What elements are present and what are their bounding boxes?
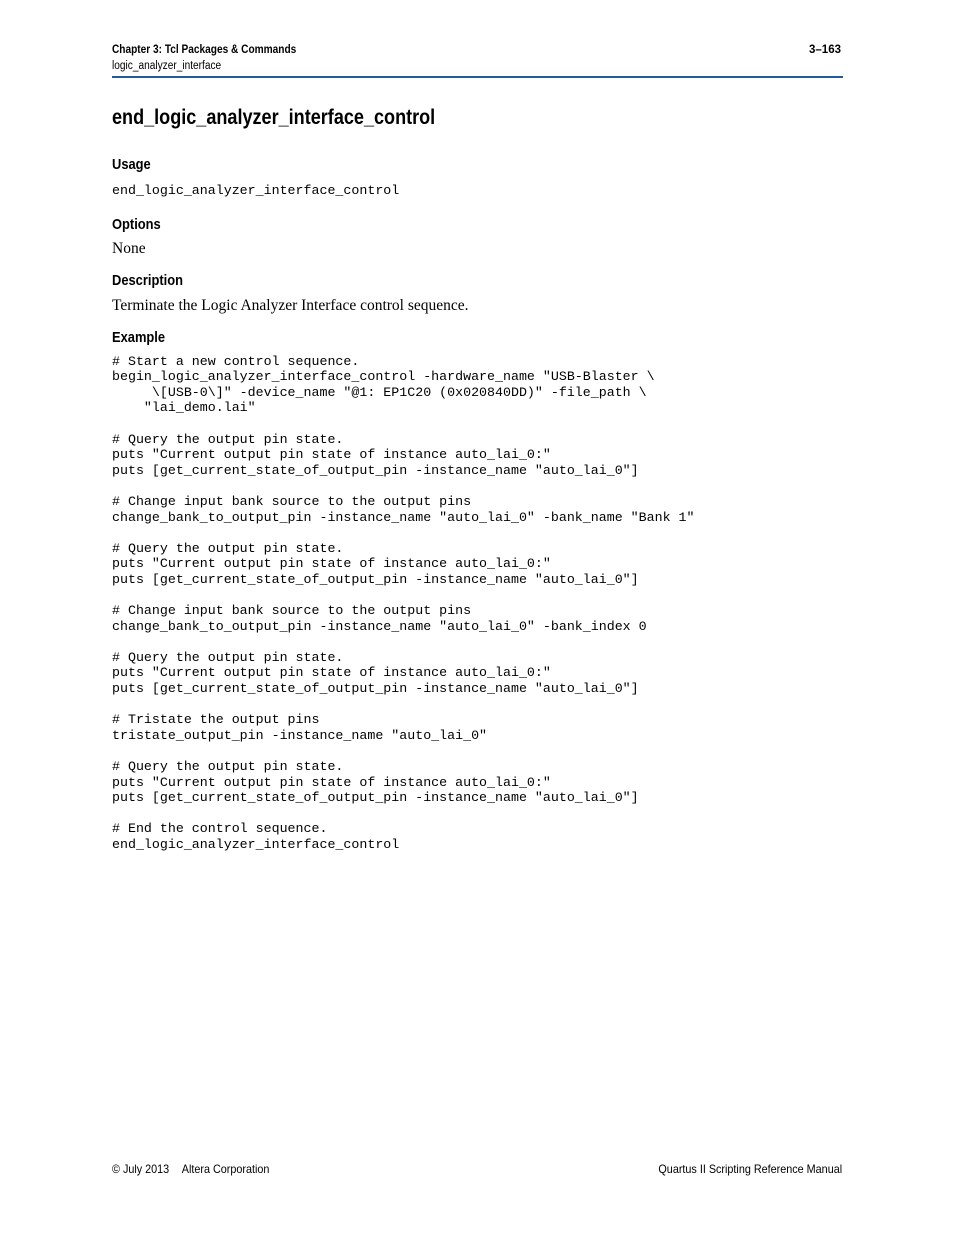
- code-line: puts [get_current_state_of_output_pin -instance_name "auto_lai_0"]: [112, 571, 639, 587]
- header-chapter-title: Chapter 3: Tcl Packages & Commands: [112, 44, 297, 56]
- code-line: change_bank_to_output_pin -instance_name "auto_lai_0" -bank_index 0: [112, 618, 647, 634]
- footer-manual-title: Quartus II Scripting Reference Manual: [658, 1162, 842, 1176]
- code-line: puts "Current output pin state of instance auto_lai_0:": [112, 447, 551, 463]
- header-section-name: logic_analyzer_interface: [112, 60, 222, 72]
- code-line: tristate_output_pin -instance_name "auto_lai_0": [112, 727, 488, 743]
- code-line: # Tristate the output pins: [112, 712, 320, 728]
- usage-heading: Usage: [112, 156, 151, 173]
- usage-code: end_logic_analyzer_interface_control: [112, 183, 400, 198]
- code-line: puts "Current output pin state of instance auto_lai_0:": [112, 556, 551, 572]
- code-line: "lai_demo.lai": [112, 400, 256, 416]
- code-line: # Query the output pin state.: [112, 540, 344, 556]
- description-text: Terminate the Logic Analyzer Interface control sequence.: [112, 296, 469, 314]
- running-header: [112, 43, 321, 73]
- code-line: [112, 478, 843, 494]
- header-divider: [112, 76, 843, 78]
- code-line: change_bank_to_output_pin -instance_name "auto_lai_0" -bank_name "Bank 1": [112, 509, 695, 525]
- code-line: puts [get_current_state_of_output_pin -instance_name "auto_lai_0"]: [112, 790, 639, 806]
- description-heading: Description: [112, 271, 183, 289]
- code-line: puts [get_current_state_of_output_pin -instance_name "auto_lai_0"]: [112, 681, 639, 697]
- options-text: None: [112, 239, 146, 257]
- code-line: [112, 743, 843, 759]
- page-content: [112, 104, 843, 853]
- code-line: # Query the output pin state.: [112, 759, 344, 775]
- example-code-block: [112, 354, 843, 853]
- code-line: # Query the output pin state.: [112, 649, 344, 665]
- code-line: [112, 697, 843, 713]
- code-line: [112, 806, 843, 822]
- command-title: end_logic_analyzer_interface_control: [112, 106, 436, 129]
- footer-date: © July 2013: [112, 1162, 170, 1176]
- code-line: [112, 588, 843, 604]
- code-line: [112, 634, 843, 650]
- code-line: [112, 416, 843, 432]
- code-line: \[USB-0\]" -device_name "@1: EP1C20 (0x020840DD)" -file_path \: [112, 384, 647, 400]
- code-line: puts "Current output pin state of instance auto_lai_0:": [112, 665, 551, 681]
- code-line: puts [get_current_state_of_output_pin -instance_name "auto_lai_0"]: [112, 462, 639, 478]
- code-line: # Change input bank source to the output pins: [112, 493, 472, 509]
- options-heading: Options: [112, 215, 161, 233]
- example-heading: Example: [112, 328, 166, 346]
- code-line: [112, 525, 843, 541]
- page-number: 3–163: [809, 44, 841, 56]
- code-line: # Start a new control sequence.: [112, 353, 360, 369]
- code-line: # Change input bank source to the output pins: [112, 603, 472, 619]
- code-line: begin_logic_analyzer_interface_control -hardware_name "USB-Blaster \: [112, 369, 655, 385]
- footer-left: [112, 1162, 269, 1176]
- code-line: # Query the output pin state.: [112, 431, 344, 447]
- code-line: end_logic_analyzer_interface_control: [112, 837, 400, 852]
- footer-company: Altera Corporation: [181, 1162, 270, 1176]
- code-line: # End the control sequence.: [112, 821, 328, 837]
- code-line: puts "Current output pin state of instance auto_lai_0:": [112, 774, 551, 790]
